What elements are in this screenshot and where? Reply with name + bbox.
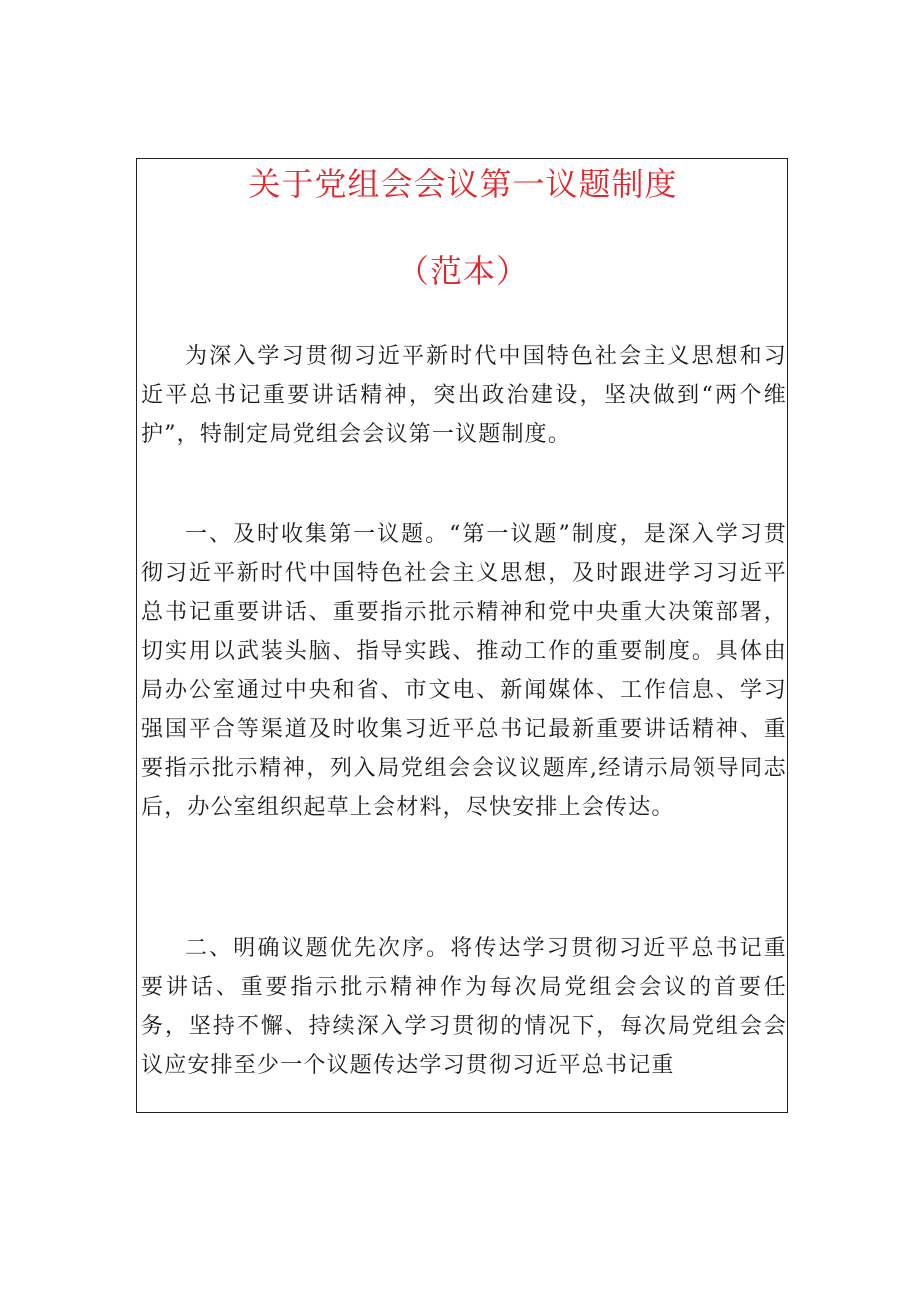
document-subtitle: （范本） [396, 252, 529, 290]
document-frame [136, 158, 788, 1113]
paragraph-section-1: 一、及时收集第一议题。“第一议题”制度，是深入学习贯彻习近平新时代中国特色社会主义思想，及时跟进学习习近平总书记重要讲话、重要指示批示精神和党中央重大决策部署，切实用以武装头脑、指导实践、推动工作的重要制度。具体由局办公室通过中央和省、市文电、新闻媒体、工作信息、学习强国平合等渠道及时收集习近平总书记最新重要讲话精神、重要指示批示精神，列入局党组会会议议题库,经请示局领导同志后，办公室组织起草上会材料，尽快安排上会传达。 [141, 522, 787, 820]
paragraph-section-2: 二、明确议题优先次序。将传达学习贯彻习近平总书记重要讲话、重要指示批示精神作为每次局党组会会议的首要任务，坚持不懈、持续深入学习贯彻的情况下，每次局党组会会议应安排至少一个议题传达学习贯彻习近平总书记重 [141, 936, 787, 1078]
paragraph-intro: 为深入学习贯彻习近平新时代中国特色社会主义思想和习近平总书记重要讲话精神，突出政治建设，坚决做到“两个维护”，特制定局党组会会议第一议题制度。 [141, 344, 787, 447]
document-title: 关于党组会会议第一议题制度 [248, 165, 678, 203]
